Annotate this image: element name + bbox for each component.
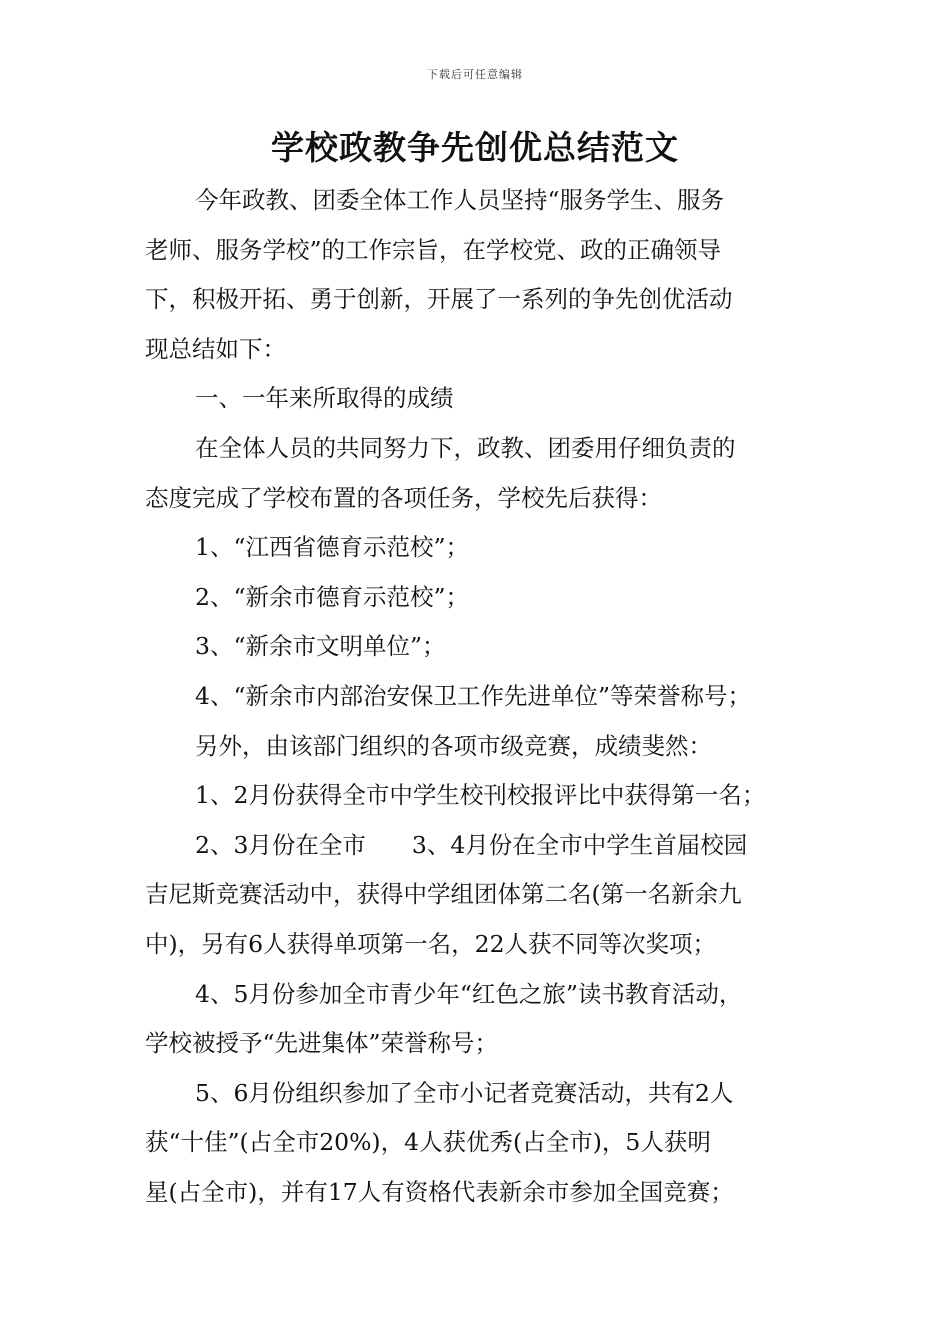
list-item: 3、“新余市文明单位”；	[195, 632, 446, 661]
header-note: 下载后可任意编辑	[427, 68, 523, 81]
text-line: 下，积极开拓、勇于创新，开展了一系列的争先创优活动	[145, 285, 733, 314]
list-item: 1、2月份获得全市中学生校刊校报评比中获得第一名；	[195, 781, 766, 810]
list-item: 4、5月份参加全市青少年“红色之旅”读书教育活动，	[195, 979, 743, 1008]
text-line: 中)，另有6人获得单项第一名，22人获不同等次奖项；	[145, 929, 717, 958]
text-line: 今年政教、团委全体工作人员坚持“服务学生、服务	[195, 186, 725, 214]
text-line: 另外，由该部门组织的各项市级竞赛，成绩斐然：	[195, 731, 712, 760]
document-body	[145, 176, 810, 1217]
list-item: 5、6月份组织参加了全市小记者竞赛活动，共有2人	[195, 1078, 734, 1107]
list-item: 4、“新余市内部治安保卫工作先进单位”等荣誉称号；	[195, 681, 751, 710]
list-item	[145, 821, 810, 871]
list-item: 2、“新余市德育示范校”；	[195, 582, 469, 611]
text-line: 获“十佳”(占全市20%)，4人获优秀(占全市)，5人获明	[145, 1128, 711, 1157]
text-line: 星(占全市)，并有17人有资格代表新余市参加全国竞赛；	[145, 1177, 734, 1206]
text-line: 态度完成了学校布置的各项任务，学校先后获得：	[145, 483, 662, 512]
list-item-part: 3、4月份在全市中学生首届校园	[411, 830, 748, 859]
list-item-part: 2、3月份在全市	[195, 830, 366, 859]
section-heading: 一、一年来所取得的成绩	[195, 384, 454, 413]
text-line: 老师、服务学校”的工作宗旨，在学校党、政的正确领导	[145, 235, 722, 264]
list-item: 1、“江西省德育示范校”；	[195, 533, 469, 562]
text-line: 吉尼斯竞赛活动中，获得中学组团体第二名(第一名新余九	[145, 880, 742, 909]
text-line: 现总结如下：	[145, 334, 286, 363]
text-line: 学校被授予“先进集体”荣誉称号；	[145, 1029, 499, 1058]
text-line: 在全体人员的共同努力下，政教、团委用仔细负责的	[195, 433, 736, 462]
document-title: 学校政教争先创优总结范文	[271, 128, 679, 167]
